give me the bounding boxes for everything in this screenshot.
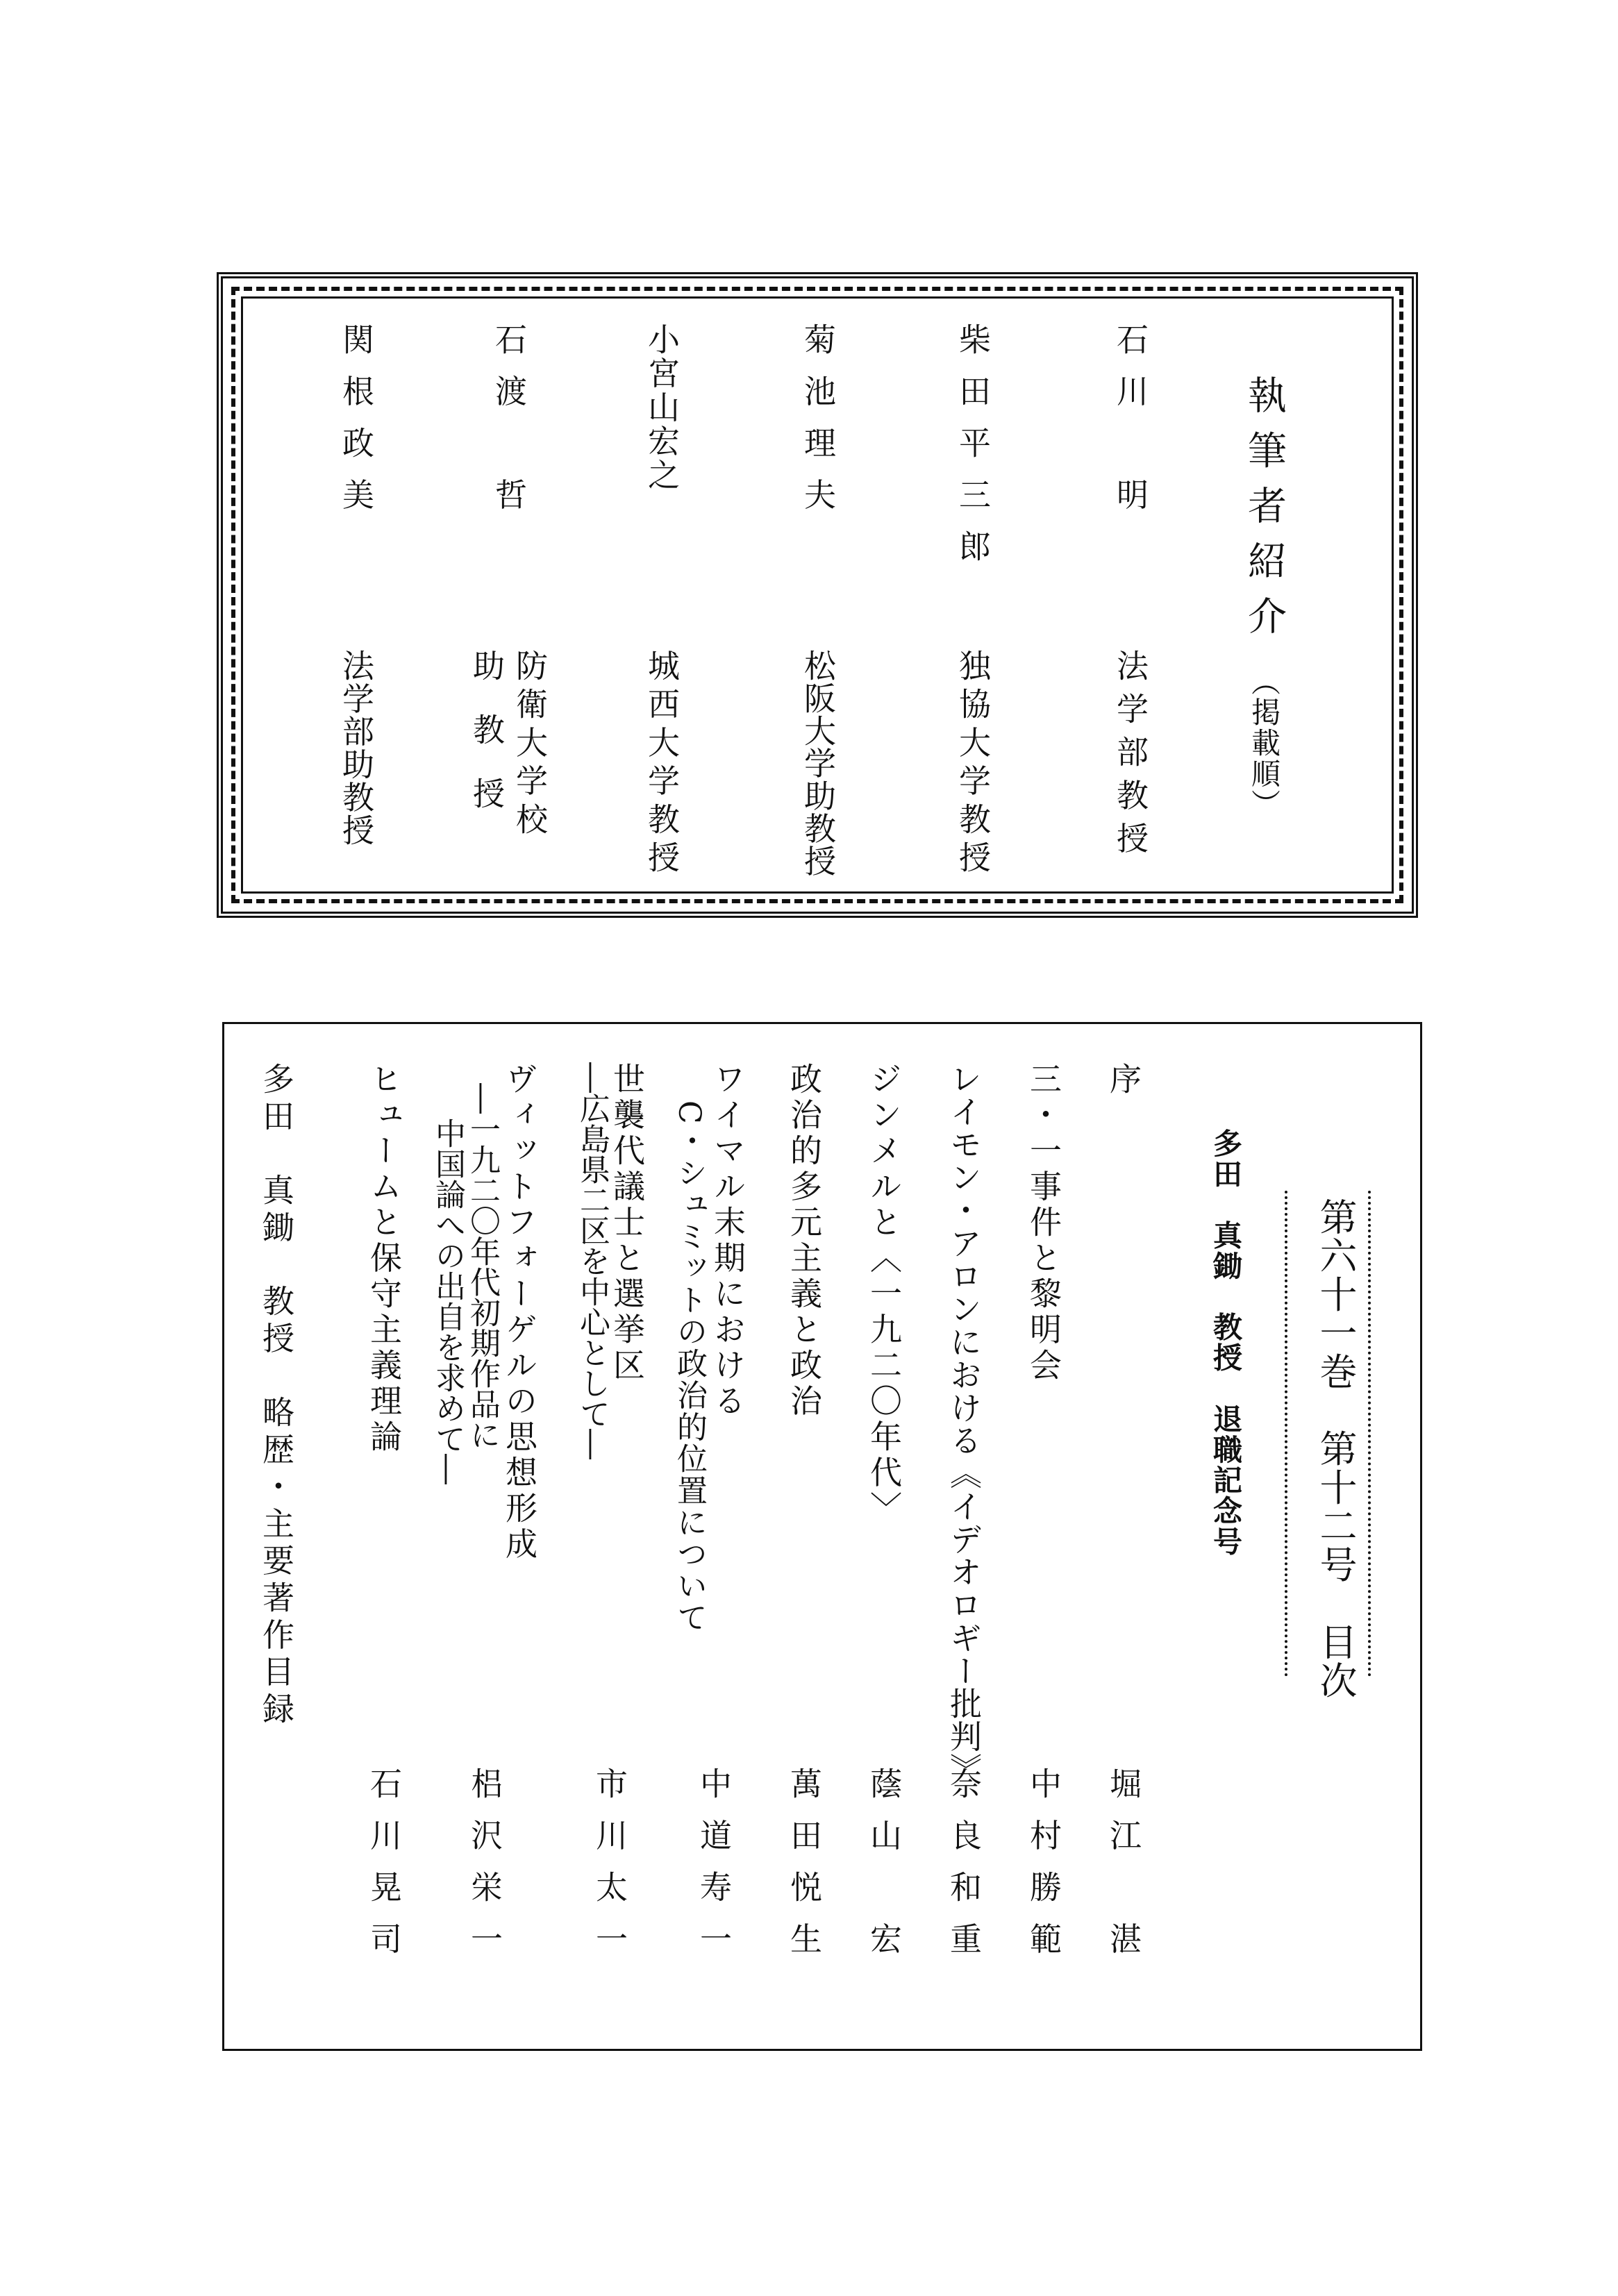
toc-title: 序: [1105, 1062, 1142, 1098]
toc-title: 世襲代議士と選挙区: [608, 1062, 646, 1384]
toc-author: 石川晃司: [365, 1767, 403, 1975]
contributor-name: 関根政美: [337, 323, 375, 530]
contributor-name: 小宮山宏之: [643, 323, 681, 492]
toc-title: ヒュームと保守主義理論: [365, 1062, 403, 1456]
toc-title: ジンメルと〈一九二〇年代〉: [865, 1062, 903, 1527]
toc-author: 堀江 湛: [1105, 1767, 1142, 1975]
toc-subtitle: ―一九二〇年代初期作品に: [465, 1083, 500, 1450]
toc-subtitle: ―広島県二区を中心として―: [574, 1062, 610, 1459]
toc-title: レイモン・アロンにおける《イデオロギー批判》: [945, 1062, 983, 1786]
toc-author: 蔭山 宏: [865, 1767, 903, 1975]
contributors-title: 執筆者紹介: [1242, 375, 1287, 651]
contributor-name: 石渡 哲: [490, 323, 528, 530]
contributor-name: 石川 明: [1112, 323, 1149, 530]
toc-author: 萬田悦生: [785, 1767, 823, 1975]
toc-author: 市川太一: [591, 1767, 628, 1975]
toc-title: ワイマル末期における: [709, 1062, 747, 1421]
toc-subtitle: C・シュミットの政治的位置について: [672, 1100, 707, 1634]
wavy-rule-left: [1285, 1191, 1294, 1677]
special-issue-title: 多田 真鋤 教授 退職記念号: [1209, 1128, 1243, 1557]
contributors-subtitle: （掲載順）: [1247, 667, 1281, 820]
contributor-name: 柴田平三郎: [954, 323, 992, 582]
toc-author: 中道寿一: [695, 1767, 733, 1975]
contributor-affiliation: 法学部助教授: [337, 649, 375, 847]
contributor-affiliation: 城西大学教授: [643, 649, 681, 880]
contributor-affiliation: 独協大学教授: [954, 649, 992, 880]
toc-subtitle: 中国論への出自を求めて―: [430, 1118, 465, 1484]
contributor-affiliation: 防衛大学校: [511, 649, 549, 841]
contributor-affiliation: 助 教 授: [468, 649, 506, 809]
toc-author: 奈良和重: [945, 1767, 983, 1975]
toc-title: 三・一事件と黎明会: [1025, 1062, 1062, 1384]
toc-title: ヴィットフォーゲルの思想形成: [501, 1062, 538, 1564]
toc-author: 中村勝範: [1025, 1767, 1062, 1975]
toc-title: 政治的多元主義と政治: [785, 1062, 823, 1421]
wavy-rule-right: [1368, 1191, 1378, 1677]
contributor-affiliation: 法学部教授: [1112, 649, 1149, 865]
contributor-affiliation: 松阪大学助教授: [799, 649, 837, 878]
contributor-name: 菊池理夫: [799, 323, 837, 530]
volume-title: 第六十一巻 第十二号 目次: [1314, 1198, 1358, 1700]
toc-author: 梠沢栄一: [466, 1767, 503, 1975]
toc-title: 多田 真鋤 教授 略歴・主要著作目録: [258, 1062, 295, 1729]
